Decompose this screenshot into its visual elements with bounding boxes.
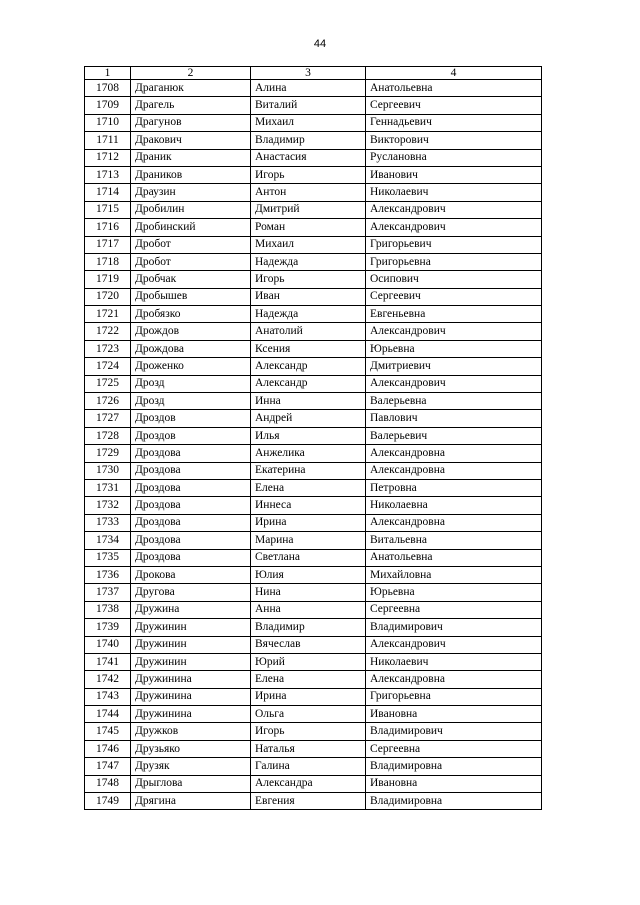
row-number-cell: 1738: [85, 601, 131, 618]
surname-cell: Дроздова: [131, 549, 251, 566]
row-number-cell: 1712: [85, 149, 131, 166]
surname-cell: Дробот: [131, 253, 251, 270]
first-name-cell: Надежда: [251, 253, 366, 270]
patronymic-cell: Юрьевна: [366, 340, 542, 357]
surname-cell: Дрозд: [131, 375, 251, 392]
first-name-cell: Владимир: [251, 132, 366, 149]
table-row: [85, 253, 542, 270]
patronymic-cell: Александровна: [366, 514, 542, 531]
column-header-name: 3: [251, 67, 366, 80]
patronymic-cell: Николаевич: [366, 653, 542, 670]
patronymic-cell: Евгеньевна: [366, 306, 542, 323]
surname-cell: Дружинина: [131, 688, 251, 705]
surname-cell: Дробчак: [131, 271, 251, 288]
patronymic-cell: Владимирович: [366, 723, 542, 740]
surname-cell: Дробязко: [131, 306, 251, 323]
first-name-cell: Анна: [251, 601, 366, 618]
first-name-cell: Андрей: [251, 410, 366, 427]
row-number-cell: 1731: [85, 479, 131, 496]
table-row: [85, 184, 542, 201]
table-row: [85, 601, 542, 618]
table-row: [85, 497, 542, 514]
surname-cell: Драников: [131, 166, 251, 183]
first-name-cell: Ирина: [251, 514, 366, 531]
surname-cell: Друзяк: [131, 758, 251, 775]
surname-cell: Дроздов: [131, 427, 251, 444]
patronymic-cell: Владимировна: [366, 758, 542, 775]
table-row: [85, 514, 542, 531]
column-header-surname: 2: [131, 67, 251, 80]
patronymic-cell: Александрович: [366, 375, 542, 392]
table-row: [85, 288, 542, 305]
first-name-cell: Галина: [251, 758, 366, 775]
surname-cell: Друзьяко: [131, 740, 251, 757]
first-name-cell: Ирина: [251, 688, 366, 705]
table-row: [85, 445, 542, 462]
patronymic-cell: Григорьевна: [366, 253, 542, 270]
page-number: 44: [313, 38, 327, 50]
patronymic-cell: Павлович: [366, 410, 542, 427]
table-row: [85, 636, 542, 653]
patronymic-cell: Викторович: [366, 132, 542, 149]
first-name-cell: Нина: [251, 584, 366, 601]
row-number-cell: 1741: [85, 653, 131, 670]
surname-cell: Дружинин: [131, 653, 251, 670]
table-header-row: [85, 67, 542, 80]
patronymic-cell: Григорьевна: [366, 688, 542, 705]
table-row: [85, 549, 542, 566]
row-number-cell: 1742: [85, 671, 131, 688]
table-row: [85, 340, 542, 357]
surname-cell: Дроздова: [131, 532, 251, 549]
row-number-cell: 1722: [85, 323, 131, 340]
surname-cell: Дрождов: [131, 323, 251, 340]
patronymic-cell: Сергеевич: [366, 97, 542, 114]
row-number-cell: 1747: [85, 758, 131, 775]
first-name-cell: Илья: [251, 427, 366, 444]
row-number-cell: 1728: [85, 427, 131, 444]
first-name-cell: Александра: [251, 775, 366, 792]
first-name-cell: Наталья: [251, 740, 366, 757]
row-number-cell: 1734: [85, 532, 131, 549]
patronymic-cell: Юрьевна: [366, 584, 542, 601]
row-number-cell: 1749: [85, 793, 131, 810]
patronymic-cell: Владимирович: [366, 619, 542, 636]
surname-cell: Дружков: [131, 723, 251, 740]
row-number-cell: 1745: [85, 723, 131, 740]
patronymic-cell: Александровна: [366, 445, 542, 462]
patronymic-cell: Анатольевна: [366, 549, 542, 566]
patronymic-cell: Владимировна: [366, 793, 542, 810]
patronymic-cell: Александровна: [366, 462, 542, 479]
row-number-cell: 1723: [85, 340, 131, 357]
first-name-cell: Анатолий: [251, 323, 366, 340]
table-row: [85, 619, 542, 636]
row-number-cell: 1709: [85, 97, 131, 114]
first-name-cell: Ольга: [251, 706, 366, 723]
row-number-cell: 1714: [85, 184, 131, 201]
table-row: [85, 566, 542, 583]
table-row: [85, 723, 542, 740]
surname-cell: Дроздов: [131, 410, 251, 427]
table-row: [85, 671, 542, 688]
table-row: [85, 80, 542, 97]
table-row: [85, 427, 542, 444]
first-name-cell: Михаил: [251, 114, 366, 131]
table-row: [85, 236, 542, 253]
row-number-cell: 1748: [85, 775, 131, 792]
table-row: [85, 114, 542, 131]
surname-cell: Дробышев: [131, 288, 251, 305]
first-name-cell: Иван: [251, 288, 366, 305]
patronymic-cell: Анатольевна: [366, 80, 542, 97]
row-number-cell: 1744: [85, 706, 131, 723]
surname-cell: Дрокова: [131, 566, 251, 583]
table-row: [85, 462, 542, 479]
first-name-cell: Юрий: [251, 653, 366, 670]
first-name-cell: Светлана: [251, 549, 366, 566]
patronymic-cell: Сергеевна: [366, 740, 542, 757]
first-name-cell: Игорь: [251, 723, 366, 740]
table-row: [85, 358, 542, 375]
surname-cell: Дроздова: [131, 514, 251, 531]
first-name-cell: Инна: [251, 393, 366, 410]
patronymic-cell: Геннадьевич: [366, 114, 542, 131]
first-name-cell: Михаил: [251, 236, 366, 253]
patronymic-cell: Александрович: [366, 323, 542, 340]
table-row: [85, 393, 542, 410]
surname-cell: Дрыглова: [131, 775, 251, 792]
row-number-cell: 1718: [85, 253, 131, 270]
first-name-cell: Алина: [251, 80, 366, 97]
table-row: [85, 584, 542, 601]
surname-cell: Драгунов: [131, 114, 251, 131]
first-name-cell: Виталий: [251, 97, 366, 114]
first-name-cell: Екатерина: [251, 462, 366, 479]
table-row: [85, 532, 542, 549]
table-row: [85, 219, 542, 236]
row-number-cell: 1720: [85, 288, 131, 305]
surname-cell: Дрождова: [131, 340, 251, 357]
patronymic-cell: Руслановна: [366, 149, 542, 166]
column-header-patronymic: 4: [366, 67, 542, 80]
patronymic-cell: Витальевна: [366, 532, 542, 549]
surname-cell: Дрозд: [131, 393, 251, 410]
table-row: [85, 688, 542, 705]
surname-cell: Дружинин: [131, 636, 251, 653]
patronymic-cell: Александровна: [366, 671, 542, 688]
table-row: [85, 271, 542, 288]
row-number-cell: 1736: [85, 566, 131, 583]
table-row: [85, 166, 542, 183]
patronymic-cell: Сергеевич: [366, 288, 542, 305]
row-number-cell: 1725: [85, 375, 131, 392]
surname-cell: Драгель: [131, 97, 251, 114]
table-row: [85, 775, 542, 792]
row-number-cell: 1729: [85, 445, 131, 462]
row-number-cell: 1721: [85, 306, 131, 323]
row-number-cell: 1717: [85, 236, 131, 253]
surname-cell: Дробинский: [131, 219, 251, 236]
patronymic-cell: Николаевна: [366, 497, 542, 514]
patronymic-cell: Валерьевна: [366, 393, 542, 410]
first-name-cell: Юлия: [251, 566, 366, 583]
first-name-cell: Александр: [251, 375, 366, 392]
surname-cell: Дрягина: [131, 793, 251, 810]
surname-cell: Дроздова: [131, 497, 251, 514]
first-name-cell: Елена: [251, 671, 366, 688]
surname-cell: Дроздова: [131, 445, 251, 462]
first-name-cell: Марина: [251, 532, 366, 549]
row-number-cell: 1710: [85, 114, 131, 131]
surname-cell: Дробот: [131, 236, 251, 253]
surname-cell: Драник: [131, 149, 251, 166]
table-row: [85, 479, 542, 496]
first-name-cell: Александр: [251, 358, 366, 375]
surname-cell: Дружинина: [131, 671, 251, 688]
surname-cell: Дружина: [131, 601, 251, 618]
surname-cell: Дроздова: [131, 462, 251, 479]
first-name-cell: Елена: [251, 479, 366, 496]
patronymic-cell: Иванович: [366, 166, 542, 183]
first-name-cell: Дмитрий: [251, 201, 366, 218]
table-row: [85, 149, 542, 166]
row-number-cell: 1737: [85, 584, 131, 601]
patronymic-cell: Александрович: [366, 636, 542, 653]
row-number-cell: 1733: [85, 514, 131, 531]
table-row: [85, 653, 542, 670]
table-row: [85, 793, 542, 810]
row-number-cell: 1726: [85, 393, 131, 410]
row-number-cell: 1746: [85, 740, 131, 757]
table-row: [85, 323, 542, 340]
patronymic-cell: Григорьевич: [366, 236, 542, 253]
row-number-cell: 1743: [85, 688, 131, 705]
patronymic-cell: Михайловна: [366, 566, 542, 583]
row-number-cell: 1740: [85, 636, 131, 653]
table-row: [85, 132, 542, 149]
surname-cell: Дробилин: [131, 201, 251, 218]
row-number-cell: 1727: [85, 410, 131, 427]
first-name-cell: Евгения: [251, 793, 366, 810]
surname-cell: Дружинина: [131, 706, 251, 723]
patronymic-cell: Осипович: [366, 271, 542, 288]
first-name-cell: Анжелика: [251, 445, 366, 462]
patronymic-cell: Валерьевич: [366, 427, 542, 444]
surname-cell: Другова: [131, 584, 251, 601]
surname-cell: Дружинин: [131, 619, 251, 636]
row-number-cell: 1716: [85, 219, 131, 236]
row-number-cell: 1708: [85, 80, 131, 97]
table-body: [85, 80, 542, 810]
row-number-cell: 1713: [85, 166, 131, 183]
patronymic-cell: Ивановна: [366, 706, 542, 723]
row-number-cell: 1711: [85, 132, 131, 149]
table-row: [85, 410, 542, 427]
first-name-cell: Игорь: [251, 166, 366, 183]
registry-table: [84, 66, 542, 810]
table-row: [85, 740, 542, 757]
surname-cell: Дракович: [131, 132, 251, 149]
patronymic-cell: Александрович: [366, 219, 542, 236]
first-name-cell: Игорь: [251, 271, 366, 288]
first-name-cell: Ксения: [251, 340, 366, 357]
first-name-cell: Надежда: [251, 306, 366, 323]
table-row: [85, 706, 542, 723]
patronymic-cell: Сергеевна: [366, 601, 542, 618]
row-number-cell: 1730: [85, 462, 131, 479]
row-number-cell: 1724: [85, 358, 131, 375]
patronymic-cell: Николаевич: [366, 184, 542, 201]
first-name-cell: Владимир: [251, 619, 366, 636]
table-row: [85, 97, 542, 114]
row-number-cell: 1715: [85, 201, 131, 218]
patronymic-cell: Александрович: [366, 201, 542, 218]
row-number-cell: 1735: [85, 549, 131, 566]
patronymic-cell: Петровна: [366, 479, 542, 496]
surname-cell: Дроженко: [131, 358, 251, 375]
table-row: [85, 375, 542, 392]
first-name-cell: Роман: [251, 219, 366, 236]
surname-cell: Драганюк: [131, 80, 251, 97]
table-row: [85, 201, 542, 218]
row-number-cell: 1739: [85, 619, 131, 636]
column-header-number: 1: [85, 67, 131, 80]
first-name-cell: Иннеса: [251, 497, 366, 514]
first-name-cell: Анастасия: [251, 149, 366, 166]
row-number-cell: 1719: [85, 271, 131, 288]
surname-cell: Драузин: [131, 184, 251, 201]
table-row: [85, 758, 542, 775]
first-name-cell: Вячеслав: [251, 636, 366, 653]
row-number-cell: 1732: [85, 497, 131, 514]
first-name-cell: Антон: [251, 184, 366, 201]
patronymic-cell: Ивановна: [366, 775, 542, 792]
patronymic-cell: Дмитриевич: [366, 358, 542, 375]
surname-cell: Дроздова: [131, 479, 251, 496]
table-row: [85, 306, 542, 323]
